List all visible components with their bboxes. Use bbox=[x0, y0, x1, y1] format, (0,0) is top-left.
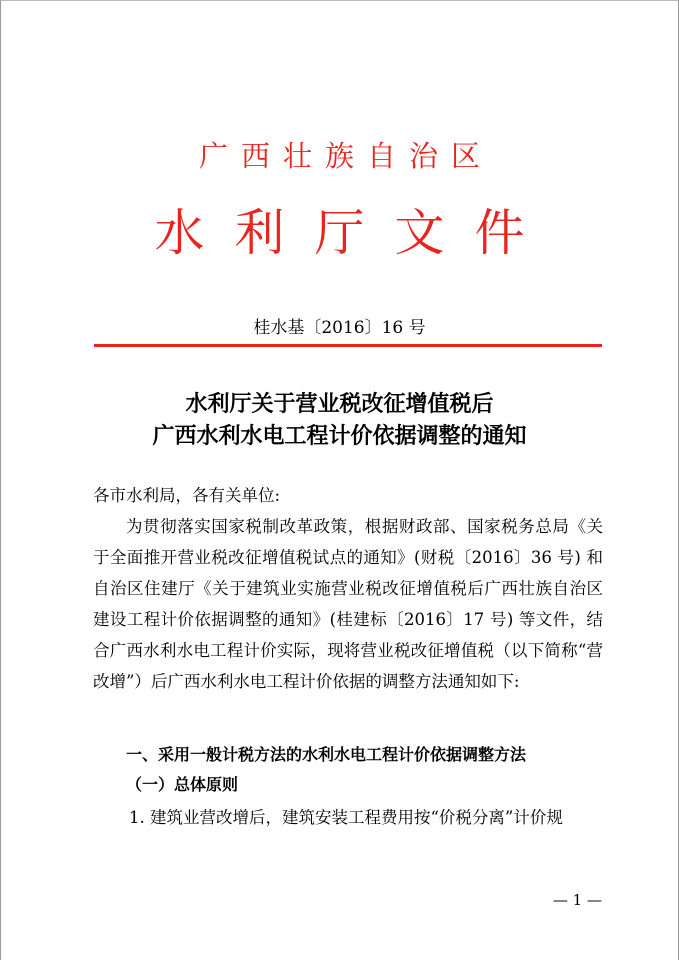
title-line-1: 水利厅关于营业税改征增值税后 bbox=[185, 392, 494, 417]
document-number: 桂水基〔2016〕16 号 bbox=[253, 318, 426, 338]
issuer-region: 广西壮族自治区 bbox=[198, 139, 493, 173]
section-heading-1: 一、采用一般计税方法的水利水电工程计价依据调整方法 bbox=[126, 745, 527, 764]
list-item-1: 1. 建筑业营改增后，建筑安装工程费用按“价税分离”计价规 bbox=[129, 808, 563, 827]
title-line-2: 广西水利水电工程计价依据调整的通知 bbox=[152, 424, 527, 449]
salutation: 各市水利局，各有关单位: bbox=[93, 486, 281, 505]
body-paragraph: 为贯彻落实国家税制改革政策，根据财政部、国家税务总局《关于全面推开营业税改征增值税试点的通知》(财税〔2016〕36 号) 和自治区住建厅《关于建筑业实施营业税改征增值税后广西壮族自治区建设工程计价依据调整的通知》(桂建标〔2016〕17 号) 等文件，结合广西水利水电工程计价实际，现将营业税改征增值税（以下简称“营改增”）后广西水利水电工程计价依据的调整方法通知如下: bbox=[93, 517, 603, 691]
page-number: — 1 — bbox=[552, 891, 602, 909]
red-divider bbox=[94, 344, 602, 347]
document-title bbox=[1, 389, 678, 453]
subsection-heading: （一）总体原则 bbox=[126, 775, 239, 794]
issuer-title: 水利厅文件 bbox=[154, 204, 555, 262]
